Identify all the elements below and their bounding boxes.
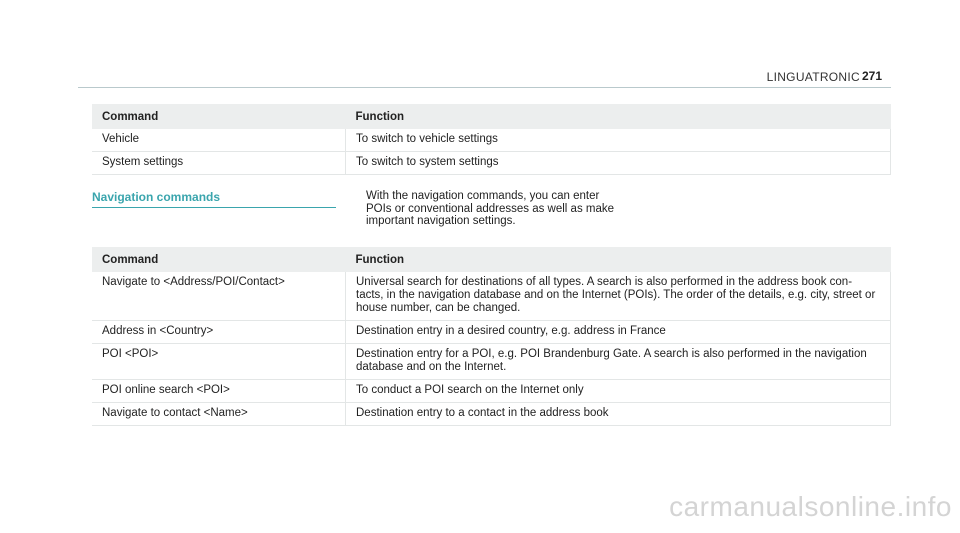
table-header-row (92, 247, 891, 272)
table-row (92, 380, 891, 403)
table-row (92, 129, 891, 152)
table-row (92, 344, 891, 380)
watermark: carmanualsonline.info (669, 491, 952, 522)
command-cell: System settings (92, 152, 346, 175)
column-header-function: Function (346, 104, 891, 129)
section-heading: Navigation commands (92, 190, 336, 208)
command-cell: POI online search <POI> (92, 380, 346, 403)
table-header-row (92, 104, 891, 129)
header-divider (78, 87, 891, 88)
function-cell: Universal search for destinations of all types. A search is also performed in the address book con- tacts, in the navigation database and on the Internet (POIs). The order of the details, e.g. city, street or house number, can be changed. (346, 272, 891, 321)
section-intro-text: With the navigation commands, you can enter POIs or conventional addresses as well as make important navigation settings. (366, 190, 615, 227)
command-cell: Navigate to contact <Name> (92, 403, 346, 426)
column-header-command: Command (92, 247, 346, 272)
function-cell: To switch to vehicle settings (346, 129, 891, 152)
system-commands-table (92, 104, 891, 175)
column-header-function: Function (346, 247, 891, 272)
command-cell: Navigate to <Address/POI/Contact> (92, 272, 346, 321)
command-cell: Address in <Country> (92, 321, 346, 344)
running-header-title: LINGUATRONIC (766, 70, 860, 84)
table-row (92, 321, 891, 344)
page-number: 271 (861, 69, 882, 83)
function-cell: Destination entry for a POI, e.g. POI Brandenburg Gate. A search is also performed in the navigation database and on the Internet. (346, 344, 891, 380)
function-cell: Destination entry in a desired country, e.g. address in France (346, 321, 891, 344)
command-cell: POI <POI> (92, 344, 346, 380)
table-row (92, 272, 891, 321)
function-cell: To switch to system settings (346, 152, 891, 175)
command-cell: Vehicle (92, 129, 346, 152)
column-header-command: Command (92, 104, 346, 129)
table-row (92, 152, 891, 175)
navigation-commands-table (92, 247, 891, 426)
function-cell: Destination entry to a contact in the address book (346, 403, 891, 426)
table-row (92, 403, 891, 426)
function-cell: To conduct a POI search on the Internet only (346, 380, 891, 403)
